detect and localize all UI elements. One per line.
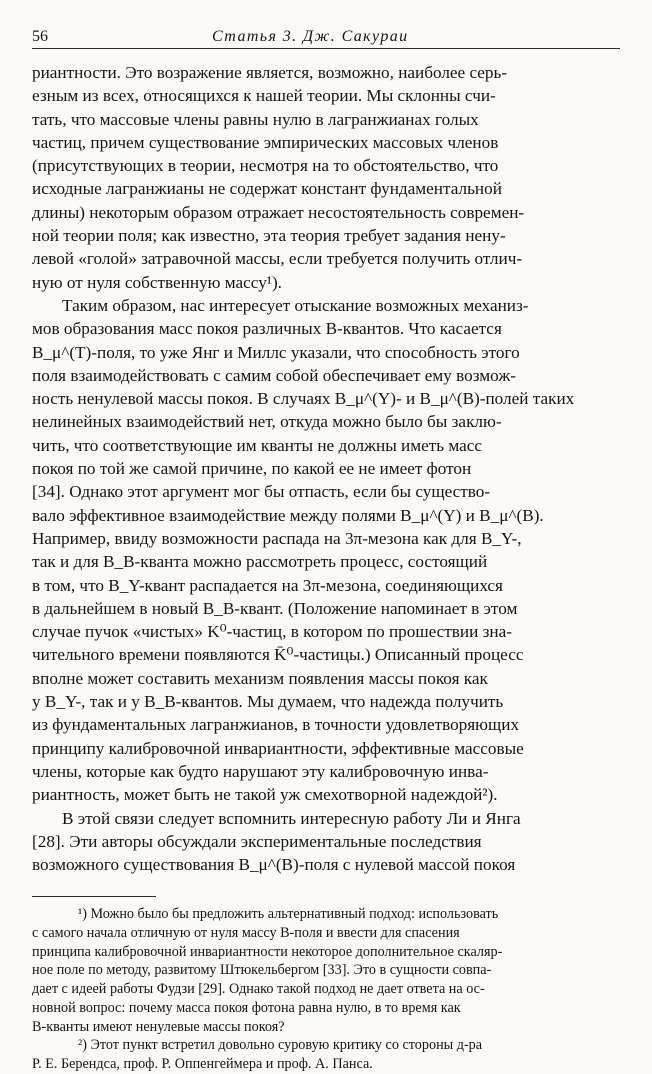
body-line: у B_Y-, так и у B_B-квантов. Мы думаем, что надежда получить — [32, 692, 504, 712]
footnote-line: ное поле по методу, развитому Штюкельбергом [33]. Это в сущности совпа- — [32, 962, 492, 979]
body-text — [32, 61, 620, 876]
body-line: левой «голой» затравочной массы, если требуется получить отлич- — [32, 249, 523, 269]
body-line: езным из всех, относящихся к нашей теории. Мы склонны счи- — [32, 86, 496, 106]
footnote-line: дает с идеей работы Фудзи [29]. Однако такой подход не дает ответа на ос- — [32, 981, 485, 998]
body-line: частиц, причем существование эмпирических массовых членов — [32, 132, 499, 152]
body-line: длины) некоторым образом отражает несостоятельность современ- — [32, 202, 525, 222]
paragraph-start-line: В этой связи следует вспомнить интересную работу Ли и Янга — [62, 808, 521, 828]
body-line: чить, что соответствующие им кванты не должны иметь масс — [32, 435, 483, 455]
body-line: [28]. Эти авторы обсуждали экспериментальные последствия — [32, 831, 482, 851]
body-line: риантность, может быть не такой уж смехотворной надеждой²). — [32, 785, 498, 805]
body-line: из фундаментальных лагранжианов, в точности удовлетворяющих — [32, 715, 520, 735]
body-line: так и для B_B-кванта можно рассмотреть процесс, состоящий — [32, 552, 488, 572]
footnote-line: с самого начала отличную от нуля массу B-поля и ввести для спасения — [32, 925, 460, 942]
body-line: B_μ^(T)-поля, то уже Янг и Миллс указали, что способность этого — [32, 342, 520, 362]
body-line: возможного существования B_μ^(B)-поля с нулевой массой покоя — [32, 855, 516, 875]
body-line: покоя по той же самой причине, по какой ее не имеет фотон — [32, 459, 472, 479]
body-line: члены, которые как будто нарушают эту калибровочную инва- — [32, 761, 489, 781]
body-line: исходные лагранжианы не содержат констант фундаментальной — [32, 179, 502, 199]
body-line: тать, что массовые члены равны нулю в лагранжианах голых — [32, 109, 479, 129]
footnote-line: принципа калибровочной инвариантности некоторое дополнительное скаляр- — [32, 943, 503, 960]
body-line: в дальнейшем в новый B_B-квант. (Положение напоминает в этом — [32, 598, 518, 618]
footnotes — [32, 905, 620, 1073]
body-line: ность ненулевой массы покоя. В случаях B_μ^(Y)- и B_μ^(B)-полей таких — [32, 389, 575, 409]
body-line: чительного времени появляются K̄⁰-частицы.) Описанный процесс — [32, 645, 524, 665]
body-line: в том, что B_Y-квант распадается на 3π-мезона, соединяющихся — [32, 575, 503, 595]
body-line: нелинейных взаимодействий нет, откуда можно было бы заклю- — [32, 412, 502, 432]
footnote-line: Р. Е. Берендса, проф. Р. Оппенгеймера и проф. А. Панса. — [32, 1055, 373, 1072]
footnote-divider — [32, 896, 156, 897]
body-line: мов образования масс покоя различных B-квантов. Что касается — [32, 319, 502, 339]
body-line: случае пучок «чистых» K⁰-частиц, в котором по прошествии зна- — [32, 622, 512, 642]
footnote-line: ¹) Можно было бы предложить альтернативный подход: использовать — [78, 906, 499, 923]
body-line: Например, ввиду возможности распада на 3π-мезона как для B_Y-, — [32, 528, 522, 548]
footnote-line: новной вопрос: почему масса покоя фотона равна нулю, в то время как — [32, 999, 461, 1016]
body-line: принципу калибровочной инвариантности, эффективные массовые — [32, 738, 524, 758]
body-line: риантности. Это возражение является, возможно, наиболее серь- — [32, 63, 508, 82]
running-title: Статья 3. Дж. Сакураи — [212, 28, 409, 45]
body-line: поля взаимодействовать с самим собой обеспечивает ему возмож- — [32, 365, 516, 385]
footnote-line: B-кванты имеют ненулевые массы покоя? — [32, 1018, 285, 1035]
footnote-line: ²) Этот пункт встретил довольно суровую критику со стороны д-ра — [78, 1037, 483, 1054]
page-number: 56 — [32, 28, 48, 45]
page — [32, 26, 620, 1074]
body-line: (присутствующих в теории, несмотря на то обстоятельство, что — [32, 156, 499, 176]
body-line: вполне может составить механизм появления массы покоя как — [32, 668, 488, 688]
body-line: [34]. Однако этот аргумент мог бы отпасть, если бы существо- — [32, 482, 491, 502]
body-line: ной теории поля; как известно, эта теория требует задания нену- — [32, 226, 506, 246]
paragraph-start-line: Таким образом, нас интересует отыскание возможных механиз- — [62, 295, 529, 315]
body-line: вало эффективное взаимодействие между полями B_μ^(Y) и B_μ^(B). — [32, 505, 544, 525]
body-line: ную от нуля собственную массу¹). — [32, 272, 282, 292]
running-header — [32, 26, 620, 49]
